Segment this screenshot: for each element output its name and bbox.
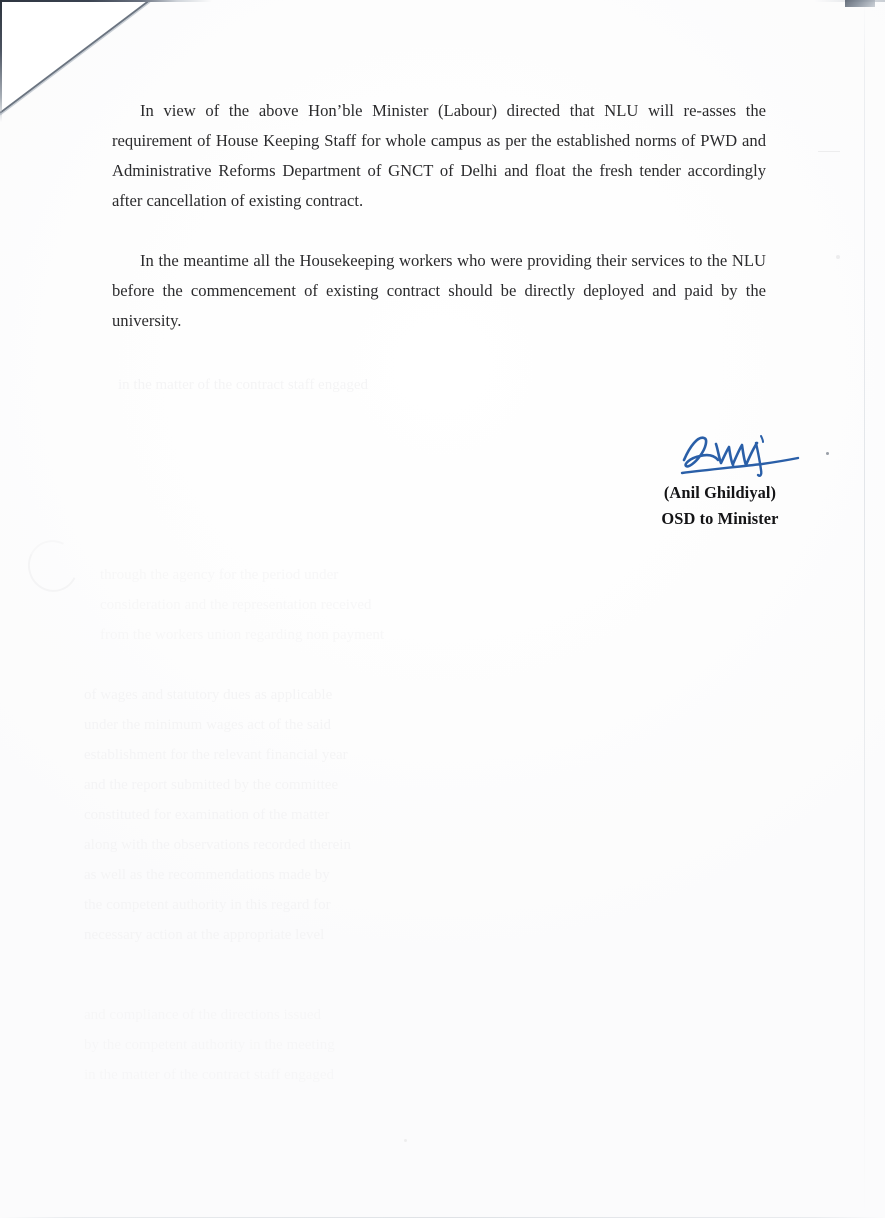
- ghost-line: in the matter of the contract staff engaged: [84, 1067, 335, 1083]
- bleed-through-text-block-middle: [100, 560, 780, 650]
- ghost-line: through the agency for the period under: [100, 567, 339, 583]
- letter-body: [112, 96, 766, 336]
- handwritten-signature: [642, 430, 840, 480]
- paper-speck: [818, 151, 840, 152]
- ghost-line: of wages and statutory dues as applicable: [84, 687, 333, 703]
- ghost-line: constituted for examination of the matter: [84, 807, 330, 823]
- sheet-right-crease: [864, 0, 865, 1218]
- top-right-smudge: [845, 0, 875, 7]
- ghost-line: consideration and the representation received: [100, 597, 372, 613]
- sheet-top-edge: [0, 0, 885, 2]
- paragraph-1: In view of the above Hon’ble Minister (Labour) directed that NLU will re-asses the requirement of House Keeping Staff for whole campus as per the established norms of PWD and Administrative Reforms Department of GNCT of Delhi and float the fresh tender accordingly after cancellation of existing contract.: [112, 101, 766, 210]
- ghost-line: in the matter of the contract staff engaged: [118, 377, 369, 393]
- bleed-through-text-block-upper: [118, 370, 678, 400]
- ghost-line: under the minimum wages act of the said: [84, 717, 332, 733]
- signatory-name: (Anil Ghildiyal): [663, 483, 777, 502]
- ink-speck: [826, 452, 829, 455]
- ghost-line: from the workers union regarding non payment: [100, 627, 385, 643]
- ghost-line: establishment for the relevant financial year: [84, 747, 348, 763]
- paragraph-2: In the meantime all the Housekeeping workers who were providing their services to the NLU before the commencement of existing contract should be directly deployed and paid by the university.: [112, 251, 766, 330]
- bleed-through-text-block-bottom: [84, 1000, 784, 1090]
- sheet-left-edge: [0, 0, 2, 122]
- ghost-line: by the competent authority in the meeting: [84, 1037, 335, 1053]
- bleed-through-text-block-lower2: [84, 800, 814, 950]
- bleed-through-text-block-lower: [84, 680, 804, 800]
- ghost-line: along with the observations recorded therein: [84, 837, 351, 853]
- signatory-title: OSD to Minister: [661, 509, 779, 528]
- signature-block: [600, 430, 840, 532]
- ghost-line: and the report submitted by the committee: [84, 777, 339, 793]
- paper-speck: [836, 255, 840, 259]
- ghost-line: the competent authority in this regard for: [84, 897, 331, 913]
- ghost-line: necessary action at the appropriate level: [84, 927, 325, 943]
- ghost-line: and compliance of the directions issued: [84, 1007, 322, 1023]
- ghost-line: as well as the recommendations made by: [84, 867, 330, 883]
- paper-speck: [404, 1139, 407, 1142]
